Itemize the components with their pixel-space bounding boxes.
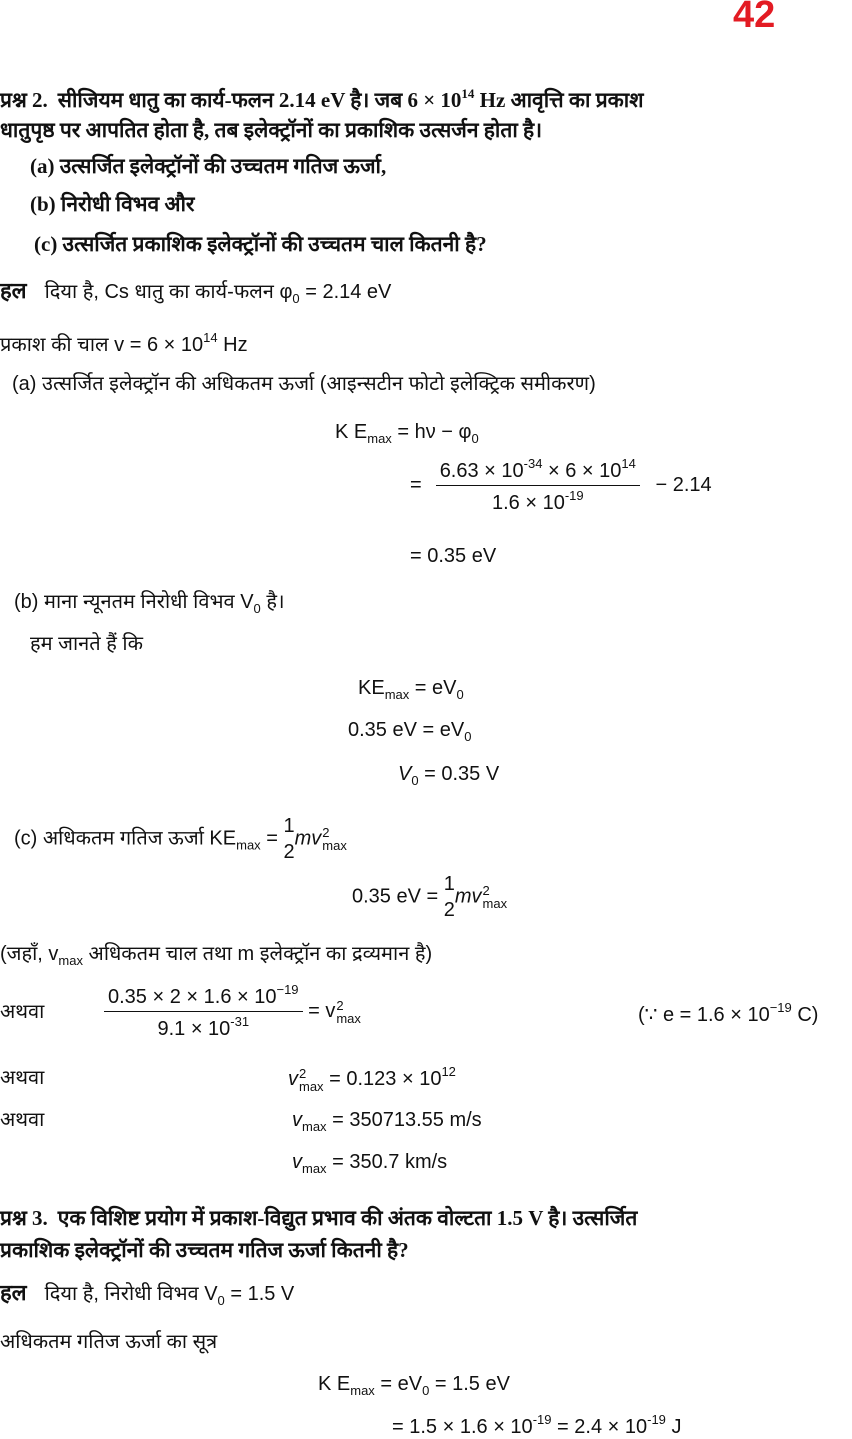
denominator: 2: [283, 841, 295, 863]
text: 0.35 × 2 × 1.6 × 10: [108, 986, 277, 1008]
exponent: 2: [336, 997, 344, 1013]
text: mv: [454, 885, 482, 908]
light-frequency: [0, 330, 248, 357]
denominator: [436, 486, 640, 515]
text: दिया है, Cs धातु का कार्य-फलन φ: [44, 281, 293, 303]
text: (जहाँ, v: [0, 943, 59, 965]
result-b: [398, 762, 499, 789]
text: = 350713.55 m/s: [326, 1109, 482, 1131]
equation-ke-max: [335, 420, 479, 447]
numerator: [104, 982, 303, 1012]
sup-sub: [336, 999, 361, 1025]
text: = 350.7 km/s: [326, 1151, 448, 1173]
subscript: 0: [217, 1293, 225, 1308]
text: (b) माना न्यूनतम निरोधी विभव V: [14, 591, 254, 613]
text: 6.63 × 10: [439, 460, 524, 482]
subscript: max: [350, 1383, 375, 1398]
equation-vmax-kms: [292, 1150, 447, 1177]
exponent: 2: [322, 825, 330, 840]
text: = 2.4 × 10: [551, 1416, 648, 1438]
text: K E: [335, 421, 368, 443]
subscript: max: [302, 1119, 327, 1134]
subscript: 0: [411, 773, 419, 788]
exponent: -19: [564, 488, 584, 503]
text: = 2.14 eV: [299, 281, 392, 303]
text: v: [292, 1109, 302, 1131]
question-2-part-c: (c) उत्सर्जित प्रकाशिक इलेक्ट्रॉनों की उच्चतम चाल कितनी है?: [34, 232, 487, 256]
text: 1.6 × 10: [491, 492, 565, 514]
subscript: 0: [471, 431, 479, 446]
text: =: [410, 473, 422, 496]
denominator: [104, 1012, 303, 1041]
exponent: 14: [203, 330, 218, 345]
fraction: [104, 982, 303, 1041]
text: K E: [318, 1373, 351, 1395]
question-2-line-2: धातुपृष्ठ पर आपतित होता है, तब इलेक्ट्रॉनों का प्रकाशिक उत्सर्जन होता है।: [0, 118, 543, 142]
subscript: max: [236, 837, 261, 853]
athva-label: अथवा: [0, 1001, 45, 1023]
fraction-half: [283, 814, 294, 864]
text: J: [665, 1416, 682, 1438]
text: Hz: [217, 334, 248, 356]
solution-3-given: [0, 1280, 294, 1309]
text: − 2.14: [655, 473, 712, 496]
equation-ke-ev0: [358, 676, 464, 703]
subscript: max: [302, 1161, 327, 1176]
solution-label: हल: [0, 278, 27, 303]
exponent: −19: [769, 1000, 792, 1015]
text: v: [292, 1151, 302, 1173]
where-note: [0, 942, 432, 969]
text: = 0.35 V: [418, 763, 500, 785]
result-a: = 0.35 eV: [410, 545, 497, 567]
exponent: -19: [532, 1412, 552, 1427]
question-2-part-b: (b) निरोधी विभव और: [30, 192, 195, 216]
subscript: max: [299, 1078, 324, 1094]
page-number: 42: [733, 0, 776, 36]
text: है।: [260, 591, 285, 613]
text: 0.35 eV = eV: [348, 719, 465, 741]
text: 0.35 eV =: [352, 885, 444, 908]
part-c-heading: [14, 814, 347, 864]
equation-c: [352, 872, 507, 922]
equation-vmax-ms: [292, 1108, 482, 1135]
text: (∵ e = 1.6 × 10: [638, 1004, 770, 1026]
subscript: max: [367, 431, 392, 446]
subscript: 0: [253, 601, 261, 616]
exponent: 12: [441, 1064, 456, 1079]
question-label: प्रश्न 3.: [0, 1206, 48, 1230]
subscript: max: [384, 687, 410, 702]
text: = v: [302, 999, 336, 1022]
text: 9.1 × 10: [157, 1018, 231, 1040]
text: = hν − φ: [391, 421, 472, 443]
equation-ke-joule: [392, 1412, 681, 1439]
exponent: 14: [461, 86, 475, 101]
we-know: हम जानते हैं कि: [30, 633, 143, 655]
text: KE: [358, 677, 385, 699]
question-2-line-1: [0, 86, 644, 113]
athva-label: अथवा: [0, 1109, 45, 1131]
text: × 6 × 10: [542, 460, 622, 482]
formula-heading: अधिकतम गतिज ऊर्जा का सूत्र: [0, 1331, 218, 1353]
solution-label: हल: [0, 1280, 27, 1305]
question-text: एक विशिष्ट प्रयोग में प्रकाश-विद्युत प्रभाव की अंतक वोल्टता 1.5 V है। उत्सर्जित: [57, 1206, 638, 1230]
text: = 1.5 V: [224, 1283, 295, 1305]
fraction-half: [444, 872, 455, 922]
text: = 1.5 eV: [429, 1373, 510, 1395]
numerator: 1: [443, 873, 455, 895]
solution-given: [0, 278, 391, 307]
text: mv: [294, 827, 322, 850]
equation-ke-3: [318, 1372, 510, 1399]
text: v: [288, 1068, 298, 1090]
question-2-part-a: (a) उत्सर्जित इलेक्ट्रॉनों की उच्चतम गतिज ऊर्जा,: [30, 154, 387, 178]
subscript: 0: [456, 687, 464, 702]
text: = eV: [374, 1373, 423, 1395]
text: प्रकाश की चाल v = 6 × 10: [0, 334, 204, 356]
text: = 0.123 × 10: [323, 1068, 442, 1090]
sup-sub: [322, 826, 347, 852]
equation-vmax-fraction: [104, 982, 361, 1041]
denominator: 2: [443, 899, 455, 921]
question-text: सीजियम धातु का कार्य-फलन 2.14 eV है। जब 6 × 10: [57, 88, 462, 112]
subscript: max: [336, 1010, 361, 1026]
question-3-line-2: प्रकाशिक इलेक्ट्रॉनों की उच्चतम गतिज ऊर्जा कितनी है?: [0, 1238, 409, 1262]
fraction: [436, 456, 640, 515]
text: = 1.5 × 1.6 × 10: [392, 1416, 533, 1438]
numerator: 1: [283, 815, 295, 837]
subscript: max: [58, 953, 83, 968]
text: दिया है, निरोधी विभव V: [44, 1283, 218, 1305]
question-label: प्रश्न 2.: [0, 88, 48, 112]
exponent: 2: [299, 1065, 307, 1081]
subscript: max: [322, 838, 347, 853]
part-a-heading: (a) उत्सर्जित इलेक्ट्रॉन की अधिकतम ऊर्जा (आइन्सटीन फोटो इलेक्ट्रिक समीकरण): [12, 373, 596, 395]
equation-vsq: [288, 1064, 456, 1093]
text: C): [791, 1004, 819, 1026]
numerator: [436, 456, 640, 486]
text: =: [260, 827, 284, 850]
text: अधिकतम चाल तथा m इलेक्ट्रॉन का द्रव्यमान है): [82, 943, 433, 965]
subscript: 0: [292, 291, 300, 306]
exponent: 14: [621, 456, 636, 471]
exponent: -31: [230, 1014, 250, 1029]
part-b-heading: [14, 590, 285, 617]
equation-ev0: [348, 718, 471, 745]
subscript: 0: [422, 1383, 430, 1398]
athva-label: अथवा: [0, 1067, 45, 1089]
sup-sub: [299, 1067, 324, 1093]
question-3-line-1: [0, 1206, 637, 1231]
subscript: 0: [464, 729, 472, 744]
subscript: max: [482, 896, 508, 911]
charge-note: [638, 1000, 818, 1027]
exponent: −19: [276, 982, 299, 997]
question-text: Hz आवृत्ति का प्रकाश: [474, 88, 644, 112]
text: (c) अधिकतम गतिज ऊर्जा KE: [14, 827, 237, 850]
exponent: 2: [482, 883, 490, 898]
text: V: [398, 763, 412, 785]
exponent: -19: [647, 1412, 666, 1427]
sup-sub: [483, 884, 508, 910]
equation-fraction: [410, 456, 712, 515]
exponent: -34: [523, 456, 543, 471]
text: = eV: [409, 677, 457, 699]
